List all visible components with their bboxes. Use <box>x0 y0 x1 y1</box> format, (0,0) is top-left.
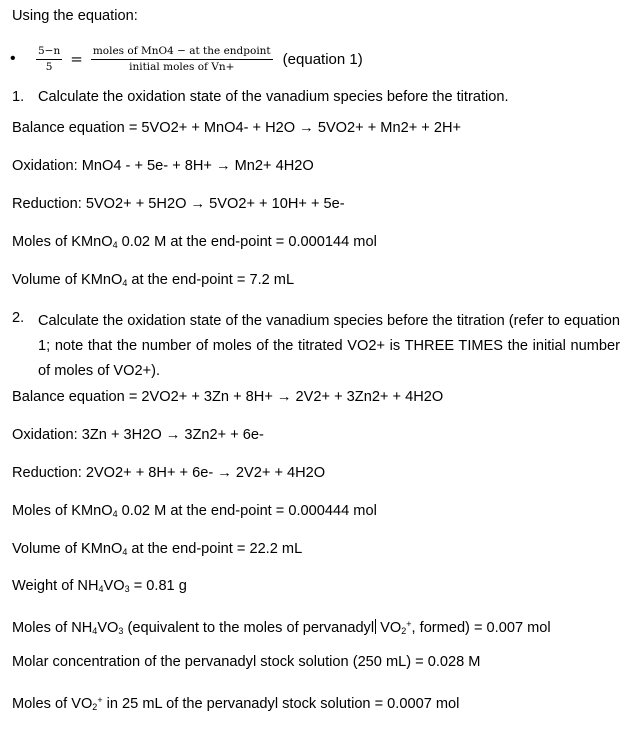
s2-weight-suffix: = 0.81 g <box>129 578 187 594</box>
s2-molesnh-sub3: 2 <box>401 626 407 636</box>
s2-volume-suffix: at the end-point = 22.2 mL <box>127 541 303 557</box>
s1-volume-kmno4 <box>12 271 294 292</box>
lhs-numerator: 5−n <box>36 45 62 60</box>
lhs-fraction <box>36 45 62 74</box>
s2-molesnh-prefix: Moles of NH <box>12 620 93 636</box>
s1-oxidation: Oxidation: MnO4 - + 5e- + 8H+ → Mn2+ 4H2O <box>12 158 314 174</box>
s1-reduction: Reduction: 5VO2+ + 5H2O → 5VO2+ + 10H+ + 5e- <box>12 196 345 212</box>
question-2-number: 2. <box>12 310 25 326</box>
s2-weight-nh4vo3 <box>12 577 187 598</box>
rhs-denominator: initial moles of Vn+ <box>129 60 235 73</box>
s2-volume-prefix: Volume of KMnO <box>12 541 123 557</box>
s2-moles-sub: 4 <box>112 509 118 519</box>
s2-vo2-sub: 2 <box>92 702 98 712</box>
equation-1 <box>36 40 363 78</box>
s2-molesnh-sub2: 3 <box>118 626 124 636</box>
s2-vo2-suffix: in 25 mL of the pervanadyl stock solution = 0.0007 mol <box>102 696 460 712</box>
s1-volume-sub: 4 <box>122 278 128 288</box>
s2-weight-sub1: 4 <box>98 584 104 594</box>
s2-balance-equation: Balance equation = 2VO2+ + 3Zn + 8H+ → 2V2+ + 3Zn2+ + 4H2O <box>12 389 444 405</box>
equals-sign: = <box>70 50 83 68</box>
s1-volume-prefix: Volume of KMnO <box>12 272 123 288</box>
s2-molesnh-after-caret: VO <box>376 620 402 636</box>
s1-moles-sub: 4 <box>112 240 118 250</box>
bullet-icon: • <box>10 50 16 67</box>
s1-moles-kmno4 <box>12 233 377 254</box>
question-2-text: Calculate the oxidation state of the vanadium species before the titration (refer to equation 1; note that the number of moles of the titrated VO2+ is THREE TIMES the initial number of moles of VO2+). <box>38 313 620 379</box>
s1-volume-suffix: at the end-point = 7.2 mL <box>127 272 295 288</box>
s2-molesnh-text: (equivalent to the moles of pervanadyl <box>123 620 375 636</box>
s2-molesnh-mid: VO <box>97 620 119 636</box>
s2-moles-nh4vo3 <box>12 615 551 640</box>
s2-molar-concentration: Molar concentration of the pervanadyl stock solution (250 mL) = 0.028 M <box>12 654 481 670</box>
s2-molesnh-sub1: 4 <box>92 626 98 636</box>
rhs-numerator: moles of MnO4 − at the endpoint <box>91 45 273 60</box>
s2-oxidation: Oxidation: 3Zn + 3H2O → 3Zn2+ + 6e- <box>12 427 264 443</box>
s1-moles-prefix: Moles of KMnO <box>12 234 113 250</box>
s2-molesnh-suffix: , formed) = 0.007 mol <box>411 620 551 636</box>
s2-moles-vo2 <box>12 691 459 716</box>
intro-text: Using the equation: <box>12 8 138 24</box>
s2-vo2-sup: + <box>97 695 103 705</box>
s2-moles-suffix: 0.02 M at the end-point = 0.000444 mol <box>117 503 377 519</box>
s2-weight-sub2: 3 <box>124 584 130 594</box>
s2-weight-prefix: Weight of NH <box>12 578 99 594</box>
s2-weight-mid: VO <box>103 578 125 594</box>
s1-moles-suffix: 0.02 M at the end-point = 0.000144 mol <box>117 234 377 250</box>
s1-balance-equation: Balance equation = 5VO2+ + MnO4- + H2O → 5VO2+ + Mn2+ + 2H+ <box>12 120 462 136</box>
s2-moles-kmno4 <box>12 502 377 523</box>
s2-volume-kmno4 <box>12 540 302 561</box>
question-1-text: Calculate the oxidation state of the vanadium species before the titration. <box>38 89 509 105</box>
s2-moles-prefix: Moles of KMnO <box>12 503 113 519</box>
rhs-fraction <box>91 45 273 74</box>
s2-vo2-prefix: Moles of VO <box>12 696 93 712</box>
s2-volume-sub: 4 <box>122 547 128 557</box>
question-1-number: 1. <box>12 89 25 105</box>
s2-reduction: Reduction: 2VO2+ + 8H+ + 6e- → 2V2+ + 4H2O <box>12 465 326 481</box>
equation-label: (equation 1) <box>282 50 363 68</box>
s2-molesnh-sup: + <box>406 619 412 629</box>
lhs-denominator: 5 <box>45 60 53 73</box>
